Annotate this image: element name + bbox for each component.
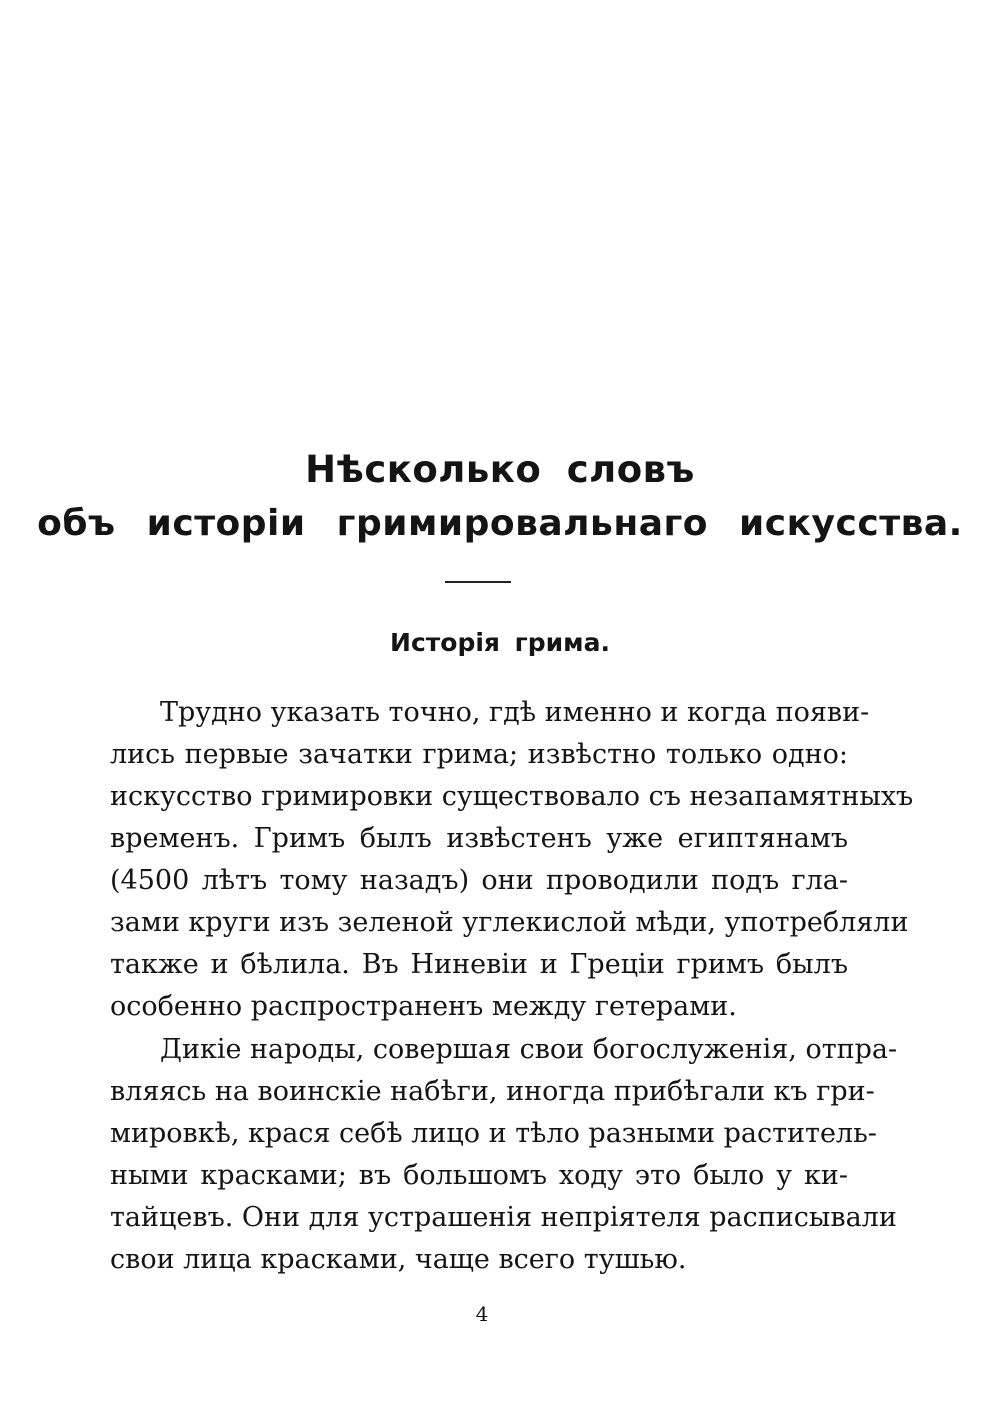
paragraph-1-line-6: зами круги изъ зеленой углекислой мѣди, употребляли xyxy=(110,907,909,938)
section-heading: Исторія грима. xyxy=(390,628,610,657)
paragraph-2-line-1: Дикіе народы, совершая свои богослуженія, отпра- xyxy=(160,1034,898,1065)
paragraph-1-line-4: временъ. Гримъ былъ извѣстенъ уже египтянамъ xyxy=(110,823,848,854)
chapter-title-line-2: объ исторіи гримировальнаго искусства. xyxy=(37,503,963,544)
paragraph-2-line-2: вляясь на воинскіе набѣги, иногда прибѣгали къ гри- xyxy=(110,1076,875,1107)
paragraph-1-line-5: (4500 лѣтъ тому назадъ) они проводили подъ гла- xyxy=(110,865,848,896)
paragraph-2-line-5: тайцевъ. Они для устрашенія непріятеля расписывали xyxy=(110,1202,897,1233)
paragraph-2-line-6: свои лица красками, чаще всего тушью. xyxy=(110,1244,687,1275)
paragraph-2-line-3: мировкѣ, крася себѣ лицо и тѣло разными раститель- xyxy=(110,1118,877,1149)
chapter-title-line-1: Нѣсколько словъ xyxy=(305,448,695,491)
paragraph-1-line-7: также и бѣлила. Въ Ниневіи и Греціи гримъ былъ xyxy=(110,949,848,980)
paragraph-1-line-3: искусство гримировки существовало съ незапамятныхъ xyxy=(110,781,914,812)
title-divider xyxy=(445,581,511,583)
paragraph-2-line-4: ными красками; въ большомъ ходу это было у ки- xyxy=(110,1160,848,1191)
paragraph-1-line-1: Трудно указать точно, гдѣ именно и когда появи- xyxy=(160,697,870,728)
page-number: 4 xyxy=(475,1302,489,1326)
paragraph-1-line-8: особенно распространенъ между гетерами. xyxy=(110,991,737,1022)
paragraph-1-line-2: лись первые зачатки грима; извѣстно только одно: xyxy=(110,739,848,770)
